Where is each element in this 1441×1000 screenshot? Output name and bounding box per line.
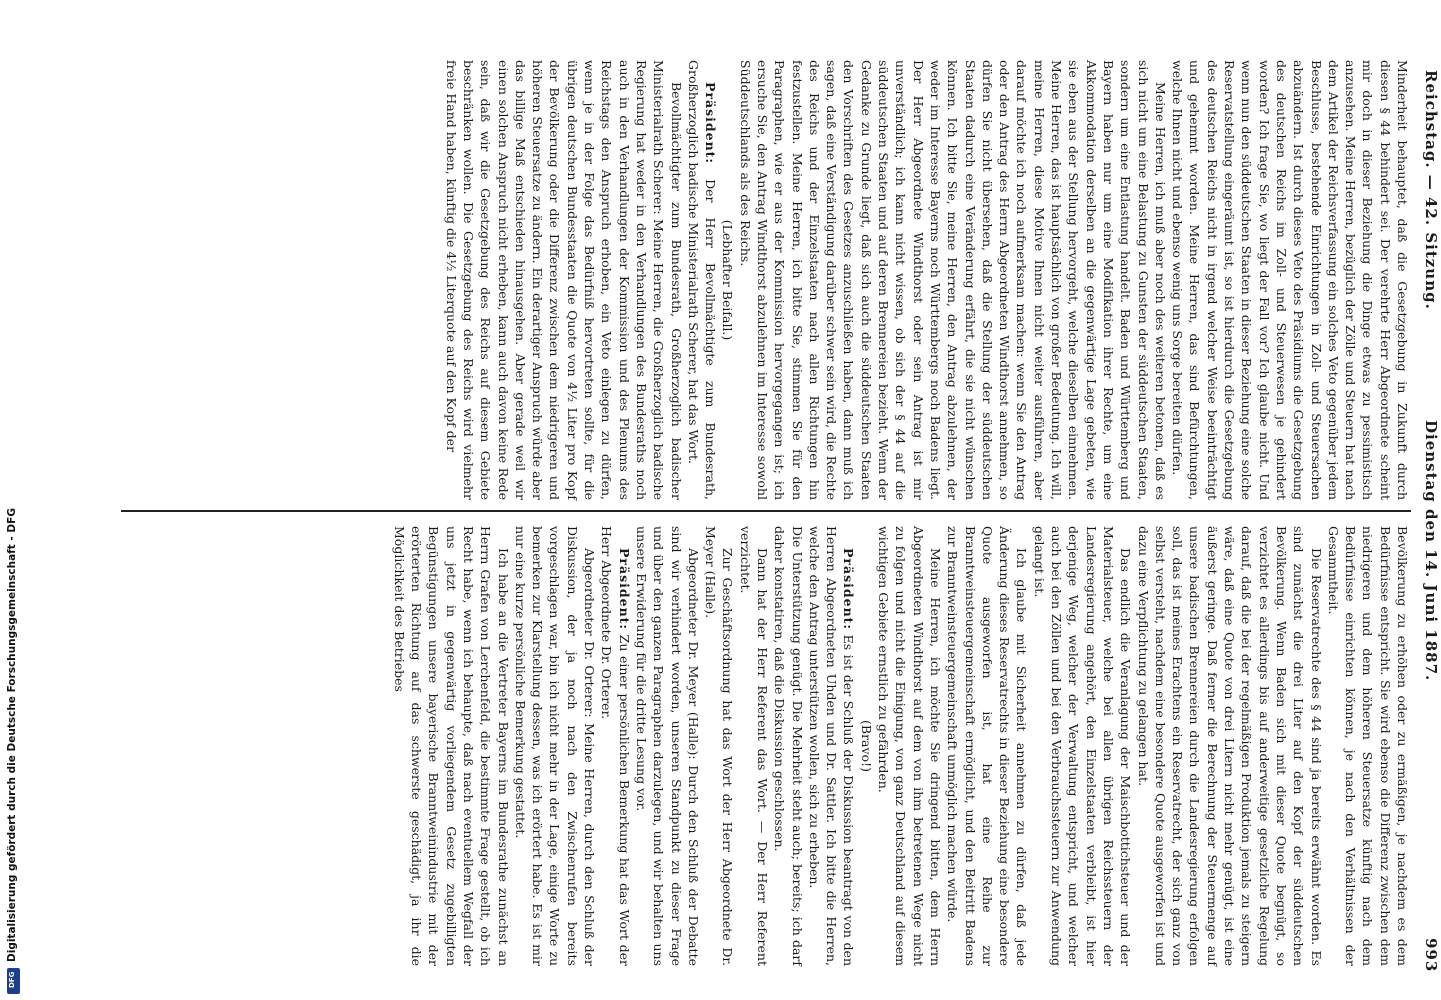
paragraph <box>875 526 944 966</box>
paragraph <box>633 526 702 966</box>
page-header <box>1417 48 1441 978</box>
paragraph <box>442 60 684 500</box>
paragraph <box>858 526 875 966</box>
paragraph <box>702 526 737 966</box>
header-page-number: 993 <box>1422 938 1440 973</box>
paragraph-text: Ich glaube mit Sicherheit annehmen zu dürfen, daß jede Änderung dieses Reservatrechts in dieser Beziehung eine besondere Quote ausgeworfen ist, hat eine Reihe zur Branntweinsteuergemeinschaft ermöglicht, und den Beitritt Badens zur Branntweinsteuergemeinschaft unmöglich machen würde. <box>945 526 1030 966</box>
paragraph-text: Das endlich die Veranlagung der Maischbottichsteuer und der Materialsteuer, welche bei allen übrigen Reichssteuern der Landesregierung angehört, den Einzelstaaten verbleibt, ist hier derjenige Weg, welcher der Verwaltung entspricht, und welcher auch bei den Zöllen und bei den Verbrauchssteuern zur Anwendung gelangt ist. <box>1031 526 1134 966</box>
column-divider <box>121 510 1411 512</box>
paragraph <box>1030 526 1134 966</box>
paragraph-text: (Lebhafter Beifall.) <box>720 219 736 341</box>
paragraph-text: (Bravo!) <box>858 720 874 772</box>
paragraph <box>1134 526 1324 966</box>
paragraph-text: Es ist der Schluß der Diskussion beantragt von den Herren Abgeordneten Uhden und Dr. Sattler. Ich bitte die Herren, welche den Antrag unterstützen wollen, sich zu erheben. <box>806 526 857 966</box>
paragraph-text: Meine Herren, ich möchte Sie dringend bitten, dem Herrn Abgeordneten Windthorst auf dem von ihm betretenen Wege nicht zu folgen und nicht die Einigung, von ganz Deutschland auf diesem wichtigen Gebiete ernstlich zu gefährden. <box>876 526 943 966</box>
paragraph-text: Bevollmächtigter zum Bundesrath, Großherzoglich badischer Ministerialrath Scherer: Meine Herren, die Großherzoglich badische Regierung hat weder in den Verhandlungen des Bundesraths noch auch in den Verhandlungen der Kommission und des Plenums des Reichstags den Anspruch erhoben, ein Veto einlegen zu dürfen, wenn je in der Folge das Bedürfniß hervortreten sollte, für die übrigen deutschen Bundesstaaten die Quote von 4½ Liter pro Kopf der Bevölkerung oder die Differenz zwischen dem niedrigeren und höheren Steuersatze zu ändern. Ein derartiger Anspruch würde aber das billige Maß entschieden hinausgehen. Aber gerade weil wir einen solchen Anspruch nicht erheben, kann auch davon keine Rede sein, daß wir die Gesetzgebung des Reichs auf diesem Gebiete beschränken wollen. Die Gesetzgebung des Reichs wird vielmehr freie Hand haben, künftig die 4½ Literquote auf den Kopf der <box>443 60 684 500</box>
paragraph <box>598 526 633 966</box>
speaker-label: Präsident: <box>616 548 632 631</box>
header-session-date: Dienstag den 14. Juni 1887. <box>1422 420 1440 682</box>
paragraph-text: Minderheit behauptet, daß die Gesetzgebung in Zukunft durch diesen § 44 behindert sei. Der verehrte Herr Abgeordnete scheint mir doch in dieser Beziehung die Dinge etwas zu pessimistisch anzusehen. Meine Herren, bezüglich der Zölle und Steuern hat nach dem Artikel der Reichsverfassung ein solches Veto gegenüber jedem Beschlusse, bestehende Einrichtungen in Zoll- und Steuersachen abzuändern. Ist durch dieses Veto des Präsidiums die Gesetzgebung des deutschen Reichs im Zoll- und Steuerwesen je gehindert worden? Ich frage Sie, wo liegt der Fall vor? Ich glaube nicht. Und wenn nun den süddeutschen Staaten in dieser Beziehung eine solche Reservatstellung eingeräumt ist, so ist hierdurch die Gesetzgebung des deutschen Reichs nicht in irgend welcher Weise beeinträchtigt und gehemmt worden. Meine Herren, das sind Befürchtungen, welche Ihnen nicht und ebenso wenig uns Sorge bereiten dürfen. <box>1170 60 1410 500</box>
paragraph <box>806 526 858 966</box>
dfg-logo <box>7 968 20 994</box>
paragraph <box>1325 526 1411 966</box>
rotated-newspaper-page <box>101 48 1441 978</box>
funding-credit: Digitalisierung gefördert durch die Deutsche Forschungsgemeinschaft - DFG <box>6 508 18 962</box>
paragraph <box>719 60 736 500</box>
paragraph-text: Die Unterstützung genügt. Die Mehrheit steht auch; bereits; ich darf daher konstatiren, daß die Diskussion geschlossen. <box>772 526 805 966</box>
paragraph <box>1169 60 1411 500</box>
paragraph-text: Ich habe an die Vertreter Bayerns im Bundesrathe zunächst an Herrn Grafen von Lerchenfeld, die bestimmte Frage gestellt, ob ich Recht habe, wenn ich behaupte, daß nach eventuellem Wegfall der uns jetzt in gegenwärtig vorliegendem Gesetz zugebilligten Begünstigungen unsere bayerische Branntweinindustrie mit der erörterten Richtung auf das schwerste geschädigt, ja ihr die Möglichkeit des Betriebes <box>391 526 511 966</box>
paragraph-text: Meine Herren, ich muß aber noch des weiteren betonen, daß es sich nicht um eine Belastung zu Gunsten der süddeutschen Staaten, sondern um eine Entlastung handelt. Baden und Württemberg und Bayern haben nur um eine Modifikation ihrer Rechte, um eine Akkommodation derselben an die gegenwärtige Lage gebeten, wie sie eben aus der Stellung hervorgeht, welche dieselben einnehmen. Meine Herren, das ist hauptsächlich von großer Bedeutung. Ich will, meine Herren, diese Motive Ihnen nicht weiter ausführen, aber darauf möchte ich noch aufmerksam machen: wenn Sie den Antrag oder den Antrag des Herrn Abgeordneten Windthorst annehmen, so dürfen Sie nicht übersehen, daß die Stellung der süddeutschen Staaten dadurch eine Veränderung erfährt, die sie nicht wünschen können. Ich bitte Sie, meine Herren, den Antrag abzulehnen, der weder im Interesse Bayerns noch Württembergs noch Badens liegt. Der Herr Abgeordnete Windthorst oder sein Antrag ist mir unverständlich; ich kann nicht wissen, ob sich der § 44 auf die süddeutschen Staaten und auf deren Brennereien bezieht. Wenn der Gedanke zu Grunde liegt, daß sich auch die süddeutschen Staaten den Vorschriften des Gesetzes anzuschließen haben, dann muß ich sagen, daß eine Verständigung darüber schwer sein wird, die Rechte des Reichs und der Einzelstaaten nach allen Richtungen hin festzustellen. Meine Herren, ich bitte Sie, stimmen Sie für den Paragraphen, wie er aus der Kommission hervorgegangen ist; ich ersuche Sie, den Antrag Windthorst abzulehnen im Interesse sowohl Süddeutschlands als des Reichs. <box>737 60 1168 500</box>
speaker-label: Präsident: <box>703 82 719 165</box>
paragraph-text: Zu einer persönlichen Bemerkung hat das Wort der Herr Abgeordnete Dr. Orterer. <box>599 526 632 966</box>
dfg-logo-text: DFG <box>8 971 16 988</box>
text-column-right <box>121 526 1411 966</box>
paragraph-text: Bevölkerung zu erhöhen oder zu ermäßigen, je nachdem es dem Bedürfnisse entspricht. Sie wird ebenso die Differenz zwischen dem niedrigeren und dem höheren Steuersatze künftig nach dem Bedürfnisse einrichten können, je nach den Verhältnissen der Gesammtheit. <box>1325 526 1410 966</box>
paragraph <box>512 526 598 966</box>
paragraph <box>771 526 806 966</box>
paragraph <box>736 526 771 966</box>
paragraph <box>736 60 1168 500</box>
paragraph <box>685 60 720 500</box>
text-column-left <box>121 60 1411 500</box>
paragraph <box>390 526 511 966</box>
paragraph <box>944 526 1030 966</box>
speaker-label: Präsident: <box>841 548 857 631</box>
paragraph-text: Abgeordneter Dr. Orterer: Meine Herren, durch den Schluß der Diskussion, der ja noch nach den Zwischenrufen bereits vorgeschlagen war, bin ich nicht mehr in der Lage, einige Worte zu bemerken zur Klarstellung dessen, was ich erörtert habe. Es ist mir nur eine kurze persönliche Bemerkung gestattet. <box>512 526 598 966</box>
paragraph-text: Zur Geschäftsordnung hat das Wort der Herr Abgeordnete Dr. Meyer (Halle). <box>703 526 736 966</box>
paragraph-text: Der Herr Bevollmächtigte zum Bundesrath, Großherzoglich badische Ministerialrath Scherer, hat das Wort. <box>685 60 719 500</box>
paragraph-text: Abgeordneter Dr. Meyer (Halle): Durch den Schluß der Debatte sind wir verhindert worden, unseren Standpunkt zu dieser Frage und über den ganzen Paragraphen darzulegen, und wir behalten uns unsere Erwiderung für die dritte Lesung vor. <box>633 526 701 966</box>
paragraph-text: Die Reservatrechte des § 44 sind ja bereits erwähnt worden. Es sind zunächst die drei Liter auf den Kopf der süddeutschen Bevölkerung. Wenn Baden sich mit dieser Quote begnügt, so verzichtet es allerdings bis auf anderweitige gesetzliche Regelung darauf, daß die bei der regelmäßigen Produktion jemals zu steigern wäre, daß eine Quote von drei Litern nicht mehr genügt, ist eine äußerst geringe. Daß ferner die Berechnung der Steuermenge auf unsere badischen Brennereien durch die Landesregierung erfolgen soll, das ist meines Erachtens ein Reservatrecht, der sich ganz von selbst versteht, nachdem eine besondere Quote ausgeworfen ist und dazu eine Verpflichtung zu gelangen hat. <box>1135 526 1324 966</box>
header-title: Reichstag. — 42. Sitzung. <box>1422 70 1440 310</box>
digitization-sidebar <box>7 0 19 1000</box>
paragraph-text: Dann hat der Herr Referent das Wort. — Der Herr Referent verzichtet. <box>737 526 771 966</box>
